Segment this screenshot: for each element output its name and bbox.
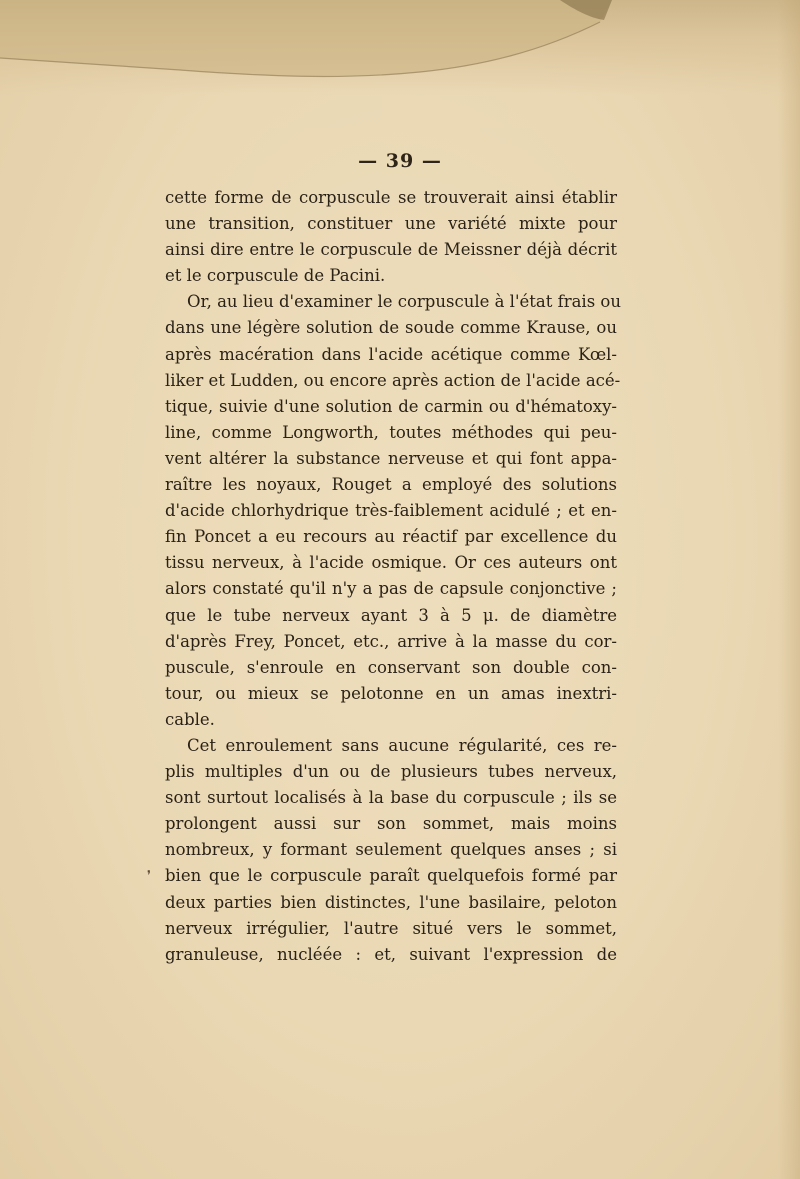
text-line: line, comme Longworth, toutes méthodes qui peu-	[165, 422, 617, 442]
text-line: alors constaté qu'il n'y a pas de capsule conjonctive ;	[165, 579, 617, 599]
text-line: d'après Frey, Poncet, etc., arrive à la masse du cor-	[165, 631, 617, 651]
text-line: liker et Ludden, ou encore après action de l'acide acé-	[165, 370, 621, 390]
text-line: Or, au lieu d'examiner le corpuscule à l'état frais ou	[187, 292, 621, 312]
text-line: dans une légère solution de soude comme Krause, ou	[165, 318, 617, 338]
text-line: bien que le corpuscule paraît quelquefois formé par	[165, 866, 617, 886]
text-line: fin Poncet a eu recours au réactif par excellence du	[165, 527, 617, 547]
text-line: et le corpuscule de Pacini.	[165, 266, 386, 286]
text-line: après macération dans l'acide acétique comme Kœl-	[165, 344, 617, 364]
text-line: deux parties bien distinctes, l'une basilaire, peloton	[165, 892, 617, 912]
torn-top-edge	[0, 0, 800, 90]
text-line: cable.	[165, 709, 215, 729]
text-line: tissu nerveux, à l'acide osmique. Or ces auteurs ont	[165, 553, 617, 573]
text-line: granuleuse, nucléée : et, suivant l'expression de	[165, 944, 617, 964]
ink-speck: ❜	[147, 868, 151, 882]
text-line: une transition, constituer une variété mixte pour	[165, 214, 617, 234]
text-line: tique, suivie d'une solution de carmin ou d'hématoxy-	[165, 396, 617, 416]
text-line: Cet enroulement sans aucune régularité, ces re-	[187, 735, 617, 755]
text-line: que le tube nerveux ayant 3 à 5 μ. de diamètre	[165, 605, 617, 625]
text-line: cette forme de corpuscule se trouverait ainsi établir	[165, 188, 617, 207]
text-line: vent altérer la substance nerveuse et qui font appa-	[165, 448, 617, 468]
text-line: nerveux irrégulier, l'autre situé vers le sommet,	[165, 918, 617, 938]
page-right-edge-shadow	[778, 0, 800, 1179]
text-line: tour, ou mieux se pelotonne en un amas inextri-	[165, 683, 617, 703]
text-line: prolongent aussi sur son sommet, mais moins	[165, 814, 617, 834]
page-number: — 39 —	[358, 150, 442, 172]
text-line: nombreux, y formant seulement quelques anses ; si	[165, 840, 617, 860]
text-line: puscule, s'enroule en conservant son double con-	[165, 657, 617, 677]
text-line: plis multiples d'un ou de plusieurs tubes nerveux,	[165, 762, 617, 782]
text-line: sont surtout localisés à la base du corpuscule ; ils se	[165, 788, 617, 808]
text-line: d'acide chlorhydrique très-faiblement acidulé ; et en-	[165, 501, 617, 521]
body-text	[165, 185, 621, 968]
text-line: raître les noyaux, Rouget a employé des solutions	[165, 475, 617, 495]
text-line: ainsi dire entre le corpuscule de Meissner déjà décrit	[165, 240, 617, 260]
